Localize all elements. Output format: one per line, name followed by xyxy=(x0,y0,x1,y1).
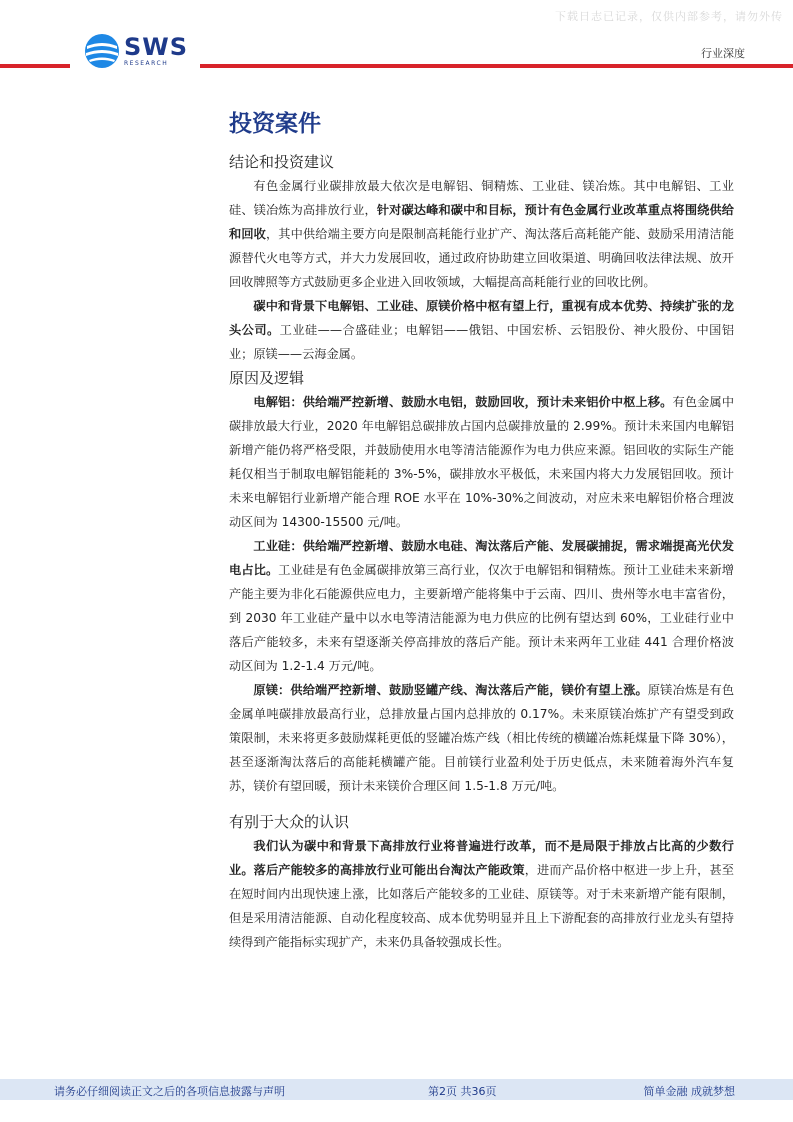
footer-slogan: 简单金融 成就梦想 xyxy=(643,1085,735,1098)
paragraph-conclusion-2: 碳中和背景下电解铝、工业硅、原镁价格中枢有望上行，重视有成本优势、持续扩张的龙头公司。工业硅——合盛硅业；电解铝——俄铝、中国宏桥、云铝股份、神火股份、中国铝业；原镁——云海金属。 xyxy=(229,299,735,361)
page-number: 第2页 共36页 xyxy=(428,1085,497,1098)
paragraph-silicon: 工业硅：供给端严控新增、鼓励水电硅、淘汰落后产能、发展碳捕捉，需求端提高光伏发电占比。工业硅是有色金属碳排放第三高行业，仅次于电解铝和铜精炼。预计工业硅未来新增产能主要为非化石能源供应电力，主要新增产能将集中于云南、四川、贵州等水电丰富省份，到 2030 年工业硅产量中以水电等清洁能源为电力供应的比例有望达到 60%，工业硅行业中落后产能较多，未来有望逐渐关停高排放的落后产能。预计未来两年工业硅 441 合理价格波动区间为 1.2-1.4 万元/吨。 xyxy=(229,539,734,673)
watermark: 下载日志已记录，仅供内部参考，请勿外传 xyxy=(555,10,783,23)
paragraph-magnesium: 原镁：供给端严控新增、鼓励竖罐产线、淘汰落后产能，镁价有望上涨。原镁冶炼是有色金属单吨碳排放最高行业，总排放量占国内总排放的 0.17%。未来原镁冶炼扩产有望受到政策限制，未来将更多鼓励煤耗更低的竖罐冶炼产线（相比传统的横罐冶炼耗煤量下降 30%），甚至逐渐淘汰落后的高能耗横罐产能。目前镁行业盈利处于历史低点，未来随着海外汽车复苏，镁价有望回暖，预计未来镁价合理区间 1.5-1.8 万元/吨。 xyxy=(229,683,735,793)
logo-name: SWS xyxy=(124,33,189,61)
header-rule-left xyxy=(0,64,70,68)
footer-disclaimer: 请务必仔细阅读正文之后的各项信息披露与声明 xyxy=(54,1085,285,1098)
logo-sub: RESEARCH xyxy=(124,60,169,67)
paragraph-different-view: 我们认为碳中和背景下高排放行业将普遍进行改革，而不是局限于排放占比高的少数行业。落后产能较多的高排放行业可能出台淘汰产能政策，进而产品价格中枢进一步上升，甚至在短时间内出现快速上涨，比如落后产能较多的工业硅、原镁等。对于未来新增产能有限制，但是采用清洁能源、自动化程度较高、成本优势明显并且上下游配套的高排放行业龙头有望持续得到产能指标实现扩产，未来仍具备较强成长性。 xyxy=(229,839,734,949)
section-heading-conclusion: 结论和投资建议 xyxy=(229,153,335,171)
main-content xyxy=(229,106,734,954)
paragraph-conclusion-1: 有色金属行业碳排放最大依次是电解铝、铜精炼、工业硅、镁冶炼。其中电解铝、工业硅、镁冶炼为高排放行业，针对碳达峰和碳中和目标，预计有色金属行业改革重点将围绕供给和回收，其中供给端主要方向是限制高耗能行业扩产、淘汰落后高耗能产能、鼓励采用清洁能源替代火电等方式，并大力发展回收，通过政府协助建立回收渠道、明确回收法律法规、放开回收牌照等方式鼓励更多企业进入回收领域，大幅提高高耗能行业的回收比例。 xyxy=(229,179,735,289)
section-heading-different-view: 有别于大众的认识 xyxy=(229,813,350,831)
section-heading-reasons: 原因及逻辑 xyxy=(229,369,305,387)
paragraph-aluminum: 电解铝：供给端严控新增、鼓励水电铝，鼓励回收，预计未来铝价中枢上移。有色金属中碳排放最大行业，2020 年电解铝总碳排放占国内总碳排放量的 2.99%。预计未来国内电解铝新增产能仍将严格受限，并鼓励使用水电等清洁能源作为电力供应来源。铝回收的实际生产能耗仅相当于制取电解铝能耗的 3%-5%，碳排放水平极低，未来国内将大力发展铝回收。预计未来电解铝行业新增产能合理 ROE 水平在 10%-30%之间波动，对应未来电解铝价格合理波动区间为 14300-15500 元/吨。 xyxy=(229,395,735,529)
report-type: 行业深度 xyxy=(701,47,745,60)
sws-globe-icon xyxy=(84,33,120,69)
page-title: 投资案件 xyxy=(229,111,321,137)
sws-logo xyxy=(84,33,188,69)
header-rule-right xyxy=(200,64,793,68)
